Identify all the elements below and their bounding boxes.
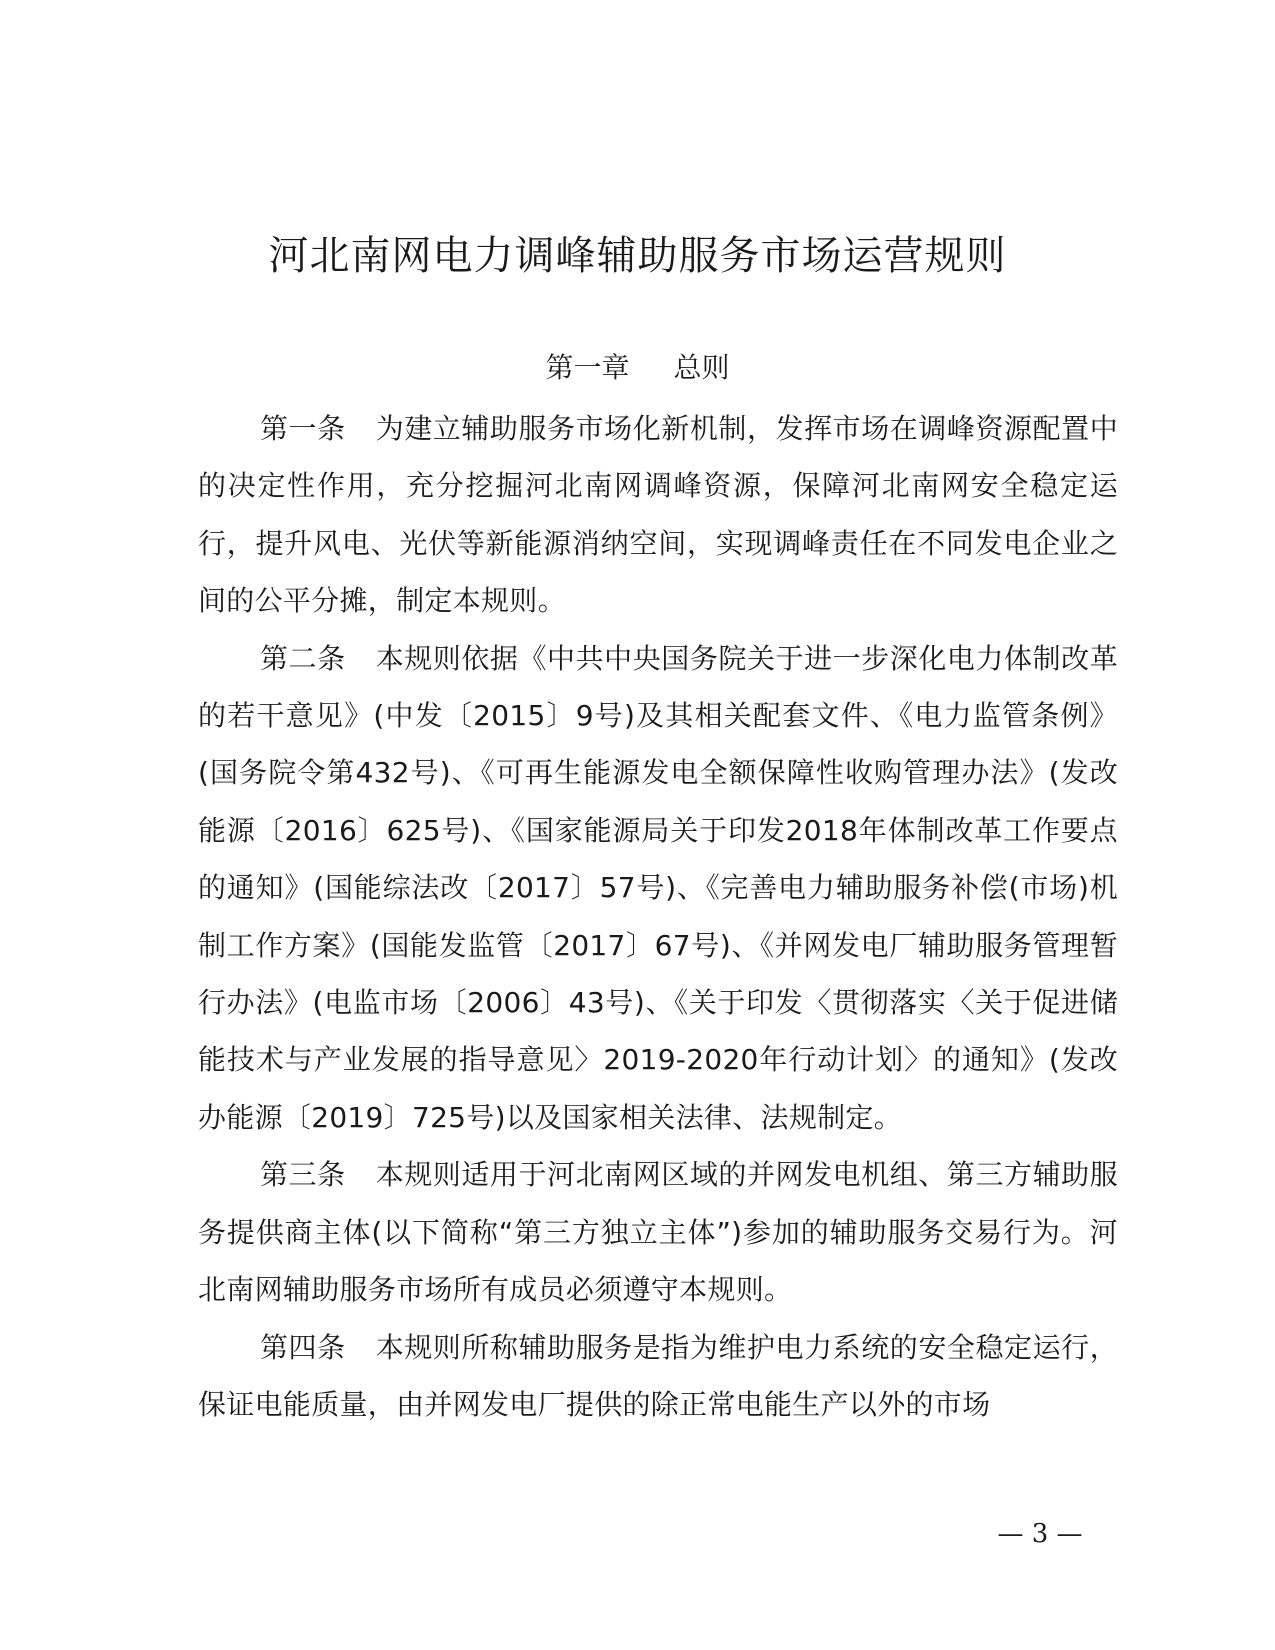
article-text: 本规则依据《中共中央国务院关于进一步深化电力体制改革的若干意见》(中发〔2015〕9号)及其相关配套文件、《电力监管条例》(国务院令第432号)、《可再生能源发电全额保障性收购管理办法》(发改能源〔2016〕625号)、《国家能源局关于印发2018年体制改革工作要点的通知》(国能综法改〔2017〕57号)、《完善电力辅助服务补偿(市场)机制工作方案》(国能发监管〔2017〕67号)、《并网发电厂辅助服务管理暂行办法》(电监市场〔2006〕43号)、《关于印发〈贯彻落实〈关于促进储能技术与产业发展的指导意见〉2019-2020年行动计划〉的通知》(发改办能源〔2019〕725号)以及国家相关法律、法规制定。	[198, 641, 1118, 1134]
chapter-heading	[0, 348, 1275, 388]
article-number: 第一条	[260, 412, 346, 445]
article-1	[198, 400, 1118, 630]
chapter-name: 总则	[673, 351, 730, 384]
article-number: 第二条	[260, 641, 346, 675]
chapter-number: 第一章	[545, 351, 630, 384]
article-text: 本规则适用于河北南网区域的并网发电机组、第三方辅助服务提供商主体(以下简称“第三方独立主体”)参加的辅助服务交易行为。河北南网辅助服务市场所有成员必须遵守本规则。	[198, 1158, 1118, 1307]
article-number: 第四条	[260, 1330, 346, 1364]
article-text: 为建立辅助服务市场化新机制，发挥市场在调峰资源配置中的决定性作用，充分挖掘河北南网调峰资源，保障河北南网安全稳定运行，提升风电、光伏等新能源消纳空间，实现调峰责任在不同发电企业之间的公平分摊，制定本规则。	[198, 412, 1118, 618]
article-2	[198, 630, 1118, 1147]
document-title: 河北南网电力调峰辅助服务市场运营规则	[268, 233, 1007, 279]
article-number: 第三条	[260, 1158, 346, 1192]
document-body	[198, 400, 1118, 1433]
article-text: 本规则所称辅助服务是指为维护电力系统的安全稳定运行，保证电能质量，由并网发电厂提供的除正常电能生产以外的市场	[198, 1330, 1118, 1421]
article-3	[198, 1146, 1118, 1318]
article-4	[198, 1319, 1118, 1434]
page-number: — 3 —	[997, 1519, 1083, 1549]
